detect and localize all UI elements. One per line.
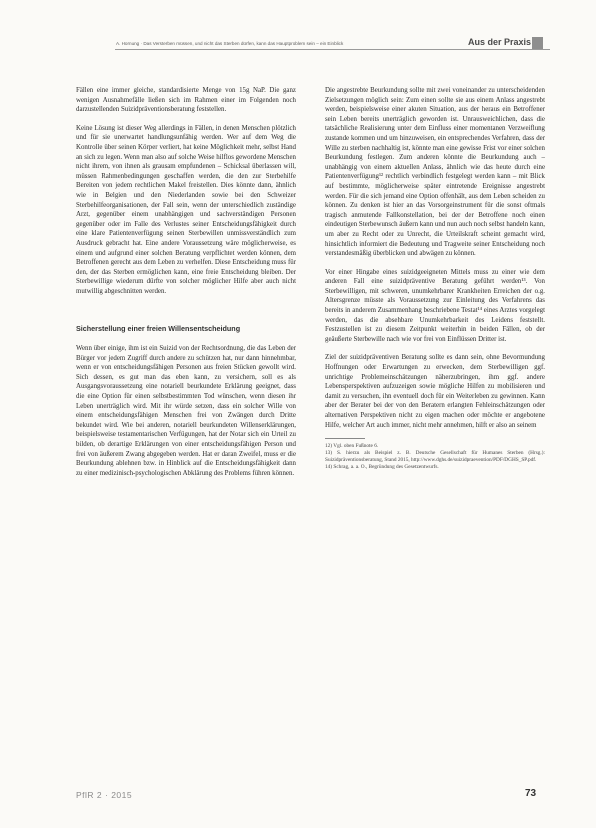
running-title: A. Hornung · Das Versterben müssen, und nicht das Sterben dürfen, kann das Hauptproblem sein – ein Einblick	[116, 41, 344, 46]
page-header	[0, 28, 596, 64]
left-paragraph-2: Keine Lösung ist dieser Weg allerdings in Fällen, in denen Menschen plötzlich und für sie unerwartet handlungsunfähig werden. Wer auf dem Weg die Kontrolle über seinen Körper verliert, hat keine Möglichkeit mehr, selbst Hand an sich zu legen. Wenn man also auf solche Weise hilflos gewordene Menschen nicht ihrem, von ihnen als grausam empfundenen – Schicksal überlassen will, müssen Rahmenbedingungen geschaffen werden, die den zur Sterbehilfe Bereiten von jedem rechtlichen Makel freistellen. Dies könnte dann, ähnlich wie in Belgien und den Niederlanden sowie bei den Schweizer Sterbehilfeorganisationen, der Fall sein, wenn der unterschiedlich zuständige Arzt, gegenüber einem unabhängigen und sachverständigen Personen gegenüber oder im Falle des Verlustes seiner Entscheidungsfähigkeit durch eine klare Patientenverfügung seinen Sterbewillen unmissverständlich zum Ausdruck gebracht hat. Eine andere Voraussetzung wäre möglicherweise, es einem und aufgrund einer solchen Beratung verpflichtet werden können, dem Betroffenen gerecht aus dem Leben zu verhelfen. Diese Entscheidung muss für den, der das Sterben ermöglichen kann, eine freie Entscheidung bleiben. Der Sterbewillige wiederum dürfte von solcher möglicher Hilfe aber auch nicht mutwillig abgeschnitten werden.	[76, 124, 296, 295]
footnote-rule	[325, 438, 365, 439]
footnote: 13) S. hierzu als Beispiel z. B. Deutsche Gesellschaft für Humanes Sterben (Hrsg.): Suizidpräventionsberatung, Stand 2015, http://www.dghs.de/suizidpraevention/PDF/DGHS_SP.pdf.	[325, 450, 545, 464]
left-paragraph-3: Wenn über einige, ihm ist ein Suizid von der Rechtsordnung, die das Leben der Bürger vor jedem Zugriff durch andere zu schützen hat, nur dann hinnehmbar, wenn er von entscheidungsfähigen Personen aus freien Stücken gewollt wird. Sich dessen, es gut man das eben kann, zu versichern, soll es als Ausgangsvoraussetzung eine notariell beurkundete Erklärung geeignet, dass die eine Option für einen selbstbestimmten Tod wünschen, wenn diesen ihr Leben unerträglich wird. Mit ihr würde setzen, dass ein solcher Wille von einem entscheidungsfähigen Menschen frei von Zwängen durch Dritte bekundet wird. Wie bei anderen, notariell beurkundeten Willenserklärungen, beispielsweise testamentarischen Verfügungen, hat der Notar sich ein Urteil zu bilden, ob derartige Erklärungen von einer entscheidungsfähigen Person und frei von äußerem Zwang abgegeben werden. Hat er daran Zweifel, muss er die Beurkundung ablehnen bzw. in Hinblick auf die Entscheidungsfähigkeit dann zu einer medizinisch-psychologischen Abklärung des Problems führen können.	[76, 345, 296, 477]
section-heading: Sicherstellung einer freien Willensentscheidung	[76, 324, 241, 334]
footnotes	[325, 443, 545, 471]
header-rule	[115, 49, 550, 50]
section-tab-marker	[532, 37, 543, 49]
right-paragraph-3: Ziel der suizidpräventiven Beratung sollte es dann sein, ohne Bevormundung Hoffnungen oder Erwartungen zu erwecken, dem Sterbewilligen ggf. unrichtige Problemeinschätzungen näherzubringen, ihm ggf. andere Lebensperspektiven aufzuzeigen sowie mögliche Hilfen zu mobilisieren und damit zu versuchen, ihn eventuell doch für ein Weiterleben zu gewinnen. Kann aber der Berater bei der von den Beratern erlangten Fehleinschätzungen oder alternativen Perspektiven nicht zu eigen machen oder möchte er angebotene Hilfe, welcher Art auch immer, nicht mehr annehmen, hilft er also an seinem	[325, 354, 545, 429]
left-column	[76, 86, 296, 478]
footnote: 12) Vgl. oben Fußnote 6.	[325, 443, 379, 450]
page-footer	[0, 786, 596, 806]
right-column	[325, 86, 545, 471]
left-paragraph-1: Fällen eine immer gleiche, standardisierte Menge von 15g NaP. Die ganz wenigen Ausnahmefälle ließen sich im Rahmen einer im Folgenden noch darzustellenden Suizidpräventionsberatung feststellen.	[76, 87, 296, 114]
journal-issue: PflR 2 · 2015	[76, 790, 133, 800]
right-paragraph-1: Die angestrebte Beurkundung sollte mit zwei voneinander zu unterscheidenden Zielsetzungen möglich sein: Zum einen sollte sie aus einem Anlass angestrebt werden, beispielsweise einer akuten Situation, aus der heraus ein Betroffener sein Leben bereits unerträglich geworden ist. Unrausweichlichen, dass die tatsächliche Realisierung unter dem Einfluss einer momentanen Verzweiflung zustande kommen und um hinzuweisen, ein entsprechendes Verfahren, dass der Wille zu sterben nachhaltig ist, könnte man eine gewisse Frist vor einer solchen Beurkundung festlegen. Zum anderen könnte die Beurkundung auch – unabhängig von einem aktuellen Anlass, ähnlich wie das heute durch eine Patientenverfügung¹² rechtlich verbindlich festgelegt werden kann – mit Blick auf bestimmte, möglicherweise später eintretende Ereignisse angestrebt werden. Für die sich jemand eine Option offenhält, aus dem Leben scheiden zu können. Zu denken ist hier an das Vorsorgeinstrument für die sonst oftmals tragisch anmutende Fallkonstellation, bei der der Betroffene noch einen eindeutigen Sterbewunsch äußern kann und nun auch noch selbst handeln kann, um aber zu Recht oder zu Unrecht, die Urteilskraft scheint gemacht wird, hinsichtlich informiert die Bedeutung und Tragweite seiner Entscheidung noch verstandesmäßig überblicken und abwägen zu können.	[325, 87, 545, 258]
right-paragraph-2: Vor einer Hingabe eines suizidgeeigneten Mittels muss zu einer wie dem anderen Fall eine suizidpräventive Beratung geführt werden¹³. Von Sterbewilligen, mit schweren, unumkehrbarer Krankheiten Erreichen der o.g. Altersgrenze müsste als Voraussetzung zur Einleitung des Verfahrens das bereits in anderem Zusammenhang beschriebene Testat¹⁴ eines Arztes vorgelegt werden, das die absehbare Unumkehrbarkeit des Leidens feststellt. Festzustellen ist zu diesem Zeitpunkt weiterhin in beiden Fällen, ob der geäußerte Sterbewille nach wie vor frei von Einflüssen Dritter ist.	[325, 268, 545, 343]
page-number: 73	[525, 788, 537, 799]
footnote: 14) Schrag, a. a. O., Begründung des Gesetzentwurfs.	[325, 464, 439, 471]
section-title: Aus der Praxis	[468, 37, 532, 47]
